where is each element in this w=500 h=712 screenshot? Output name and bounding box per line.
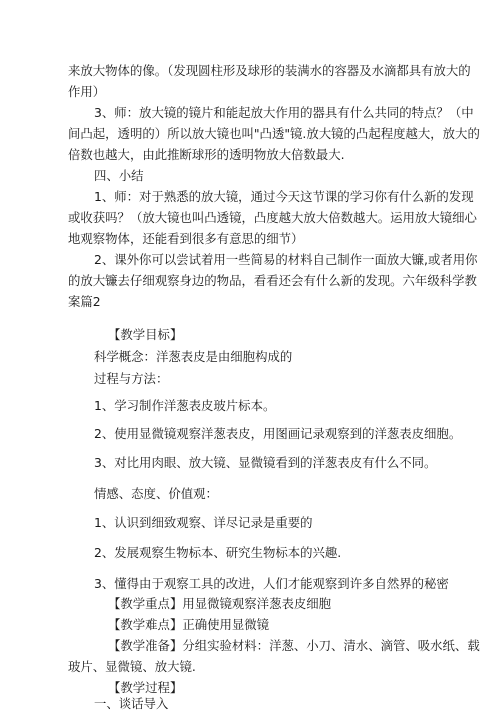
paragraph-line: 玻片、显微镜、放大镜. <box>68 659 196 674</box>
paragraph-line: 情感、态度、价值观： <box>94 486 218 501</box>
paragraph-line: 倍数也越大，由此推断球形的透明物放大倍数最大. <box>68 147 345 162</box>
paragraph-line: 间凸起，透明的）所以放大镜也叫"凸透"镜.放大镜的凸起程度越大，放大的 <box>68 126 480 141</box>
paragraph-line: 1、师：对于熟悉的放大镜，通过今天这节课的学习你有什么新的发现 <box>94 189 474 204</box>
list-item: 3、对比用肉眼、放大镜、显微镜看到的洋葱表皮有什么不同。 <box>94 455 437 470</box>
paragraph-line: 地观察物体，还能看到很多有意思的细节） <box>68 231 304 246</box>
section-heading: 【教学难点】正确使用显微镜 <box>108 617 270 632</box>
list-item: 2、使用显微镜观察洋葱表皮，用图画记录观察到的洋葱表皮细胞。 <box>94 426 462 441</box>
section-heading: 【教学目标】 <box>108 327 183 342</box>
paragraph-line: 3、师：放大镜的镜片和能起放大作用的器具有什么共同的特点？（中 <box>94 105 474 120</box>
paragraph-line: 过程与方法： <box>94 371 169 386</box>
paragraph-line: 案篇2 <box>68 294 101 309</box>
list-item: 1、认识到细致观察、详尽记录是重要的 <box>94 515 313 530</box>
paragraph-line: 来放大物体的像。（发现圆柱形及球形的装满水的容器及水滴都具有放大的 <box>68 63 471 78</box>
section-heading: 【教学重点】用显微镜观察洋葱表皮细胞 <box>108 596 332 611</box>
list-item: 2、发展观察生物标本、研究生物标本的兴趣. <box>94 545 342 560</box>
paragraph-line: 或收获吗？（放大镜也叫凸透镜，凸度越大放大倍数越大。运用放大镜细心 <box>68 210 477 225</box>
section-heading: 四、小结 <box>94 168 144 183</box>
list-item: 1、学习制作洋葱表皮玻片标本。 <box>94 398 276 413</box>
paragraph-line: 的放大镰去仔细观察身边的物品，看看还会有什么新的发现。六年级科学教 <box>68 273 477 288</box>
section-heading: 【教学准备】分组实验材料：洋葱、小刀、清水、滴管、吸水纸、载 <box>108 638 480 653</box>
section-heading: 一、谈话导入 <box>94 696 169 711</box>
paragraph-line: 科学概念：洋葱表皮是由细胞构成的 <box>94 349 293 364</box>
list-item: 3、懂得由于观察工具的改进，人们才能观察到许多自然界的秘密 <box>94 576 449 591</box>
paragraph-line: 2、课外你可以尝试着用一些简易的材料自己制作一面放大镰,或者用你 <box>94 252 478 267</box>
section-heading: 【教学过程】 <box>108 680 183 695</box>
paragraph-line: 作用） <box>68 84 106 99</box>
